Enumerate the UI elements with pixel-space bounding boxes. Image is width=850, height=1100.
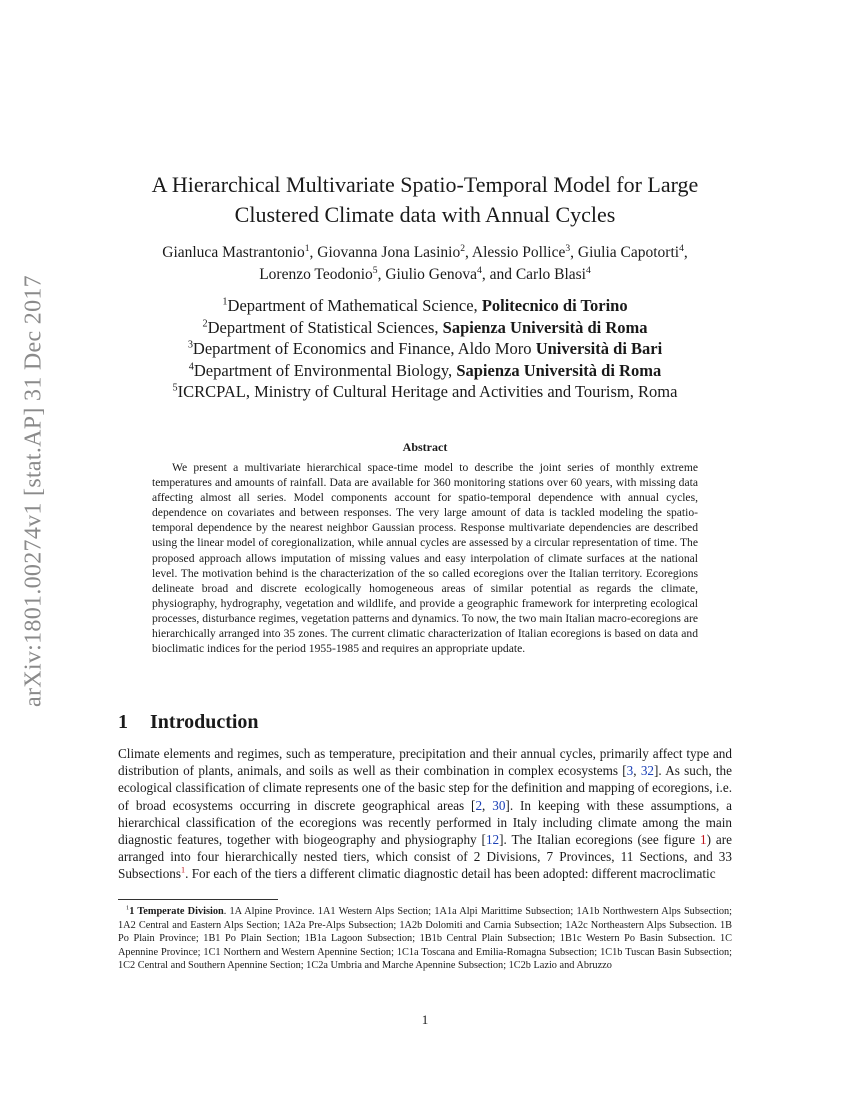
text-run: . For each of the tiers a different climatic diagnostic detail has been adopted: different macroclimatic [185, 866, 716, 882]
footnote-reference-link[interactable]: 1 [181, 866, 186, 876]
text-run: ]. The Italian ecoregions (see figure [499, 832, 701, 848]
text-run: Climate elements and regimes, such as temperature, precipitation and their annual cycles, primarily affect type and distribution of plants, animals, and soils as well as their combination in complex ecosystems [ [118, 746, 732, 779]
author-affiliation-mark: 5 [372, 264, 378, 276]
author-affiliation-mark: 4 [679, 242, 684, 254]
affiliation-institution: Sapienza Università di Roma [456, 360, 662, 380]
abstract-body: We present a multivariate hierarchical space-time model to describe the joint series of monthly extreme temperatures and amounts of rainfall. Data are available for 360 monitoring stations over 60 years, with missing data affecting almost all series. Model components account for spatio-temporal dependence with annual cycles, dependence on covariates and between responses. The very large amount of data is tackled modeling the spatio-temporal dependence by the nearest neighbor Gaussian process. Response multivariate dependencies are described using the linear model of coregionalization, while annual cycles are assessed by a circular representation of time. The proposed approach allows imputation of missing values and easy interpolation of climate surfaces at the national level. The motivation behind is the characterization of the so called ecoregions over the Italian territory. Ecoregions delineate broad and discrete ecologically homogeneous areas of similar potential as regards the climate, physiography, hydrography, vegetation and wildlife, and provide a geographic framework for interpreting ecological processes, disturbance regimes, vegetation patterns and dynamics. To now, the two main Italian macro-ecoregions are hierarchically arranged into 35 zones. The current climatic characterization of Italian ecoregions is based on data and bioclimatic indices for the period 1955-1985 and requires an appropriate update. [152, 461, 698, 656]
page-number: 1 [421, 1012, 429, 1027]
author-affiliation-mark: 3 [565, 242, 571, 254]
author-affiliation-mark: 4 [477, 264, 482, 276]
affiliation-mark: 3 [187, 339, 193, 351]
affiliation [110, 338, 740, 360]
affiliation-department: Department of Mathematical Science, [227, 296, 482, 315]
author: Giovanna Jona Lasinio [317, 244, 461, 261]
text-run: ]. As such, the ecological classification of climate represents one of the basic step for the definition and mapping of ecoregions, i.e. of broad ecosystems occurring in discrete geographical areas [ [118, 763, 732, 813]
title-line-2: Clustered Climate data with Annual Cycles [234, 202, 616, 227]
title-line-1: A Hierarchical Multivariate Spatio-Temporal Model for Large [151, 172, 699, 197]
section-number: 1 [118, 711, 128, 733]
affiliation-department: Department of Statistical Sciences, [207, 317, 443, 337]
footnote-mark: 1 [126, 904, 130, 912]
introduction-paragraph [118, 745, 732, 883]
author-affiliation-mark: 2 [460, 242, 465, 254]
arxiv-identifier: arXiv:1801.00274v1 [stat.AP] 31 Dec 2017 [20, 275, 47, 707]
abstract-heading: Abstract [402, 440, 448, 454]
affiliation-institution: Università di Bari [535, 339, 663, 358]
citation-link[interactable]: 30 [492, 797, 506, 813]
affiliation-mark: 1 [222, 296, 228, 308]
footnote-divider [118, 899, 278, 900]
affiliation-institution: Sapienza Università di Roma [442, 317, 648, 337]
arxiv-sidebar [12, 275, 56, 707]
author: Alessio Pollice [471, 244, 566, 261]
affiliation [110, 317, 740, 339]
author-list: Gianluca Mastrantonio$^1$, Giovanna Jona Lasinio$^2$, Alessio Pollice$^3$, Giulia Capotorti$^4$, Lorenzo Teodonio$^5$, Giulio Genova$^4$, and Carlo Blasi$^4$ [162, 242, 688, 283]
footnote-text: . 1A Alpine Province. 1A1 Western Alps Section; 1A1a Alpi Marittime Subsection; 1A1b Northwestern Alps Subsection; 1A2 Central and Eastern Alps Section; 1A2a Pre-Alps Subsection; 1A2b Dolomiti and Carnia Subsection; 1A2c Northeastern Alps Subsection. 1B Po Plain Province; 1B1 Po Plain Section; 1B1a Lagoon Subsection; 1B1b Central Plain Subsection; 1B1c Western Po Basin Subsection. 1C Apennine Province; 1C1 Northern and Western Apennine Section; 1C1a Toscana and Emilia-Romagna Subsection; 1C1b Tuscan Basin Subsection; 1C2 Central and Southern Apennine Section; 1C2a Umbria and Marche Apennine Subsection; 1C2b Lazio and Abruzzo [118, 906, 733, 971]
author: and Carlo Blasi [489, 266, 586, 283]
text-run: ]. In keeping with these assumptions, a hierarchical classification of the ecoregions was recently performed in Italy including climate among the main diagnostic features, together with biogeography and physiography [ [118, 797, 732, 848]
citation-link[interactable]: 2 [475, 797, 483, 813]
affiliation [110, 295, 740, 317]
text-run: ) are arranged into four hierarchically nested tiers, which consist of 2 Divisions, 7 Provinces, 11 Sections, and 33 Subsections [118, 832, 732, 882]
affiliation-department: ICRCPAL, Ministry of Cultural Heritage and Activities and Tourism, Roma [177, 382, 678, 401]
author: Giulia Capotorti [577, 244, 680, 261]
citation-link[interactable]: 32 [640, 763, 655, 779]
affiliation-department: Department of Economics and Finance, Aldo Moro [192, 339, 536, 358]
section-heading [118, 711, 732, 734]
citation-link[interactable]: 12 [485, 832, 500, 848]
text-run: , [633, 763, 641, 779]
footnote-lead: 1 Temperate Division [129, 906, 224, 917]
affiliation-institution: Politecnico di Torino [481, 296, 628, 315]
affiliation [110, 360, 740, 382]
text-run: , [482, 797, 493, 813]
affiliation-mark: 2 [202, 318, 208, 329]
affiliation-list [110, 295, 740, 403]
author: Gianluca Mastrantonio [162, 244, 305, 261]
paper-title [110, 170, 740, 230]
affiliation-mark: 5 [172, 382, 178, 394]
figure-reference-link[interactable]: 1 [700, 832, 707, 848]
affiliation-mark: 4 [188, 361, 194, 372]
affiliation [110, 381, 740, 403]
affiliation-department: Department of Environmental Biology, [193, 360, 457, 380]
section-title: Introduction [150, 711, 259, 733]
citation-link[interactable]: 3 [626, 763, 634, 779]
author-affiliation-mark: 1 [304, 242, 310, 254]
author: Giulio Genova [385, 266, 478, 283]
author-affiliation-mark: 4 [586, 264, 591, 276]
footnote [118, 905, 732, 973]
author: Lorenzo Teodonio [259, 266, 373, 283]
